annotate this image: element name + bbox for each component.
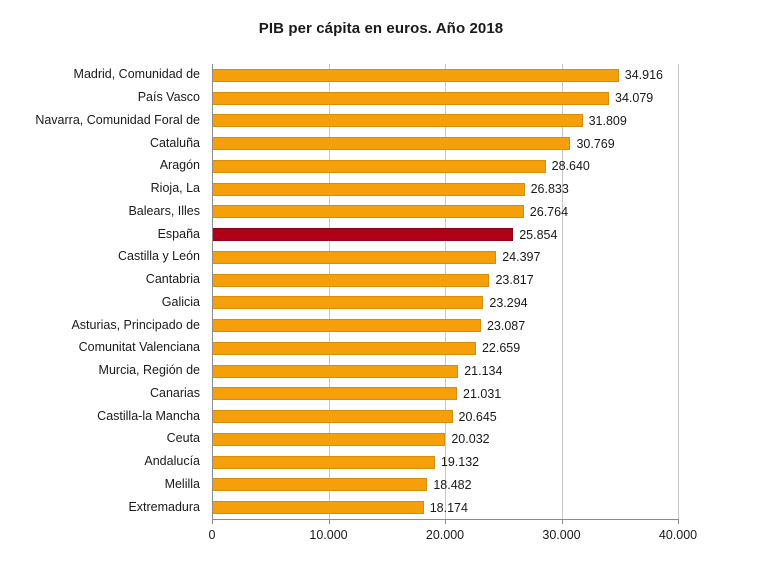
category-label: Balears, Illes bbox=[128, 203, 200, 218]
bar-row bbox=[212, 342, 678, 355]
bar-row bbox=[212, 114, 678, 127]
category-label: Galicia bbox=[161, 294, 200, 309]
category-label: Madrid, Comunidad de bbox=[73, 67, 200, 82]
bar-value-label: 19.132 bbox=[440, 455, 480, 470]
bar-value-label: 26.833 bbox=[530, 182, 569, 197]
category-label: Aragón bbox=[159, 158, 200, 173]
bar[interactable] bbox=[212, 296, 483, 309]
bar-value-label: 31.809 bbox=[588, 113, 627, 128]
bar[interactable] bbox=[212, 478, 427, 491]
bar-value-label: 23.087 bbox=[486, 318, 526, 333]
category-label: España bbox=[157, 226, 200, 241]
bar-value-label: 21.134 bbox=[464, 364, 503, 379]
x-axis-tick-label: 0 bbox=[208, 528, 216, 542]
y-axis-line bbox=[212, 64, 213, 520]
bar[interactable] bbox=[212, 114, 583, 127]
x-axis-tick-label: 40.000 bbox=[658, 528, 698, 542]
bar-value-label: 20.032 bbox=[451, 432, 490, 447]
bar-value-label: 34.079 bbox=[615, 91, 654, 106]
category-label: Extremadura bbox=[128, 499, 200, 514]
bar-value-label: 25.854 bbox=[519, 227, 558, 242]
bar-row bbox=[212, 183, 678, 196]
bar-value-label: 18.482 bbox=[433, 477, 472, 492]
bar-value-label: 22.659 bbox=[481, 341, 521, 356]
bar[interactable] bbox=[212, 69, 619, 82]
bar-value-label: 26.764 bbox=[529, 204, 569, 219]
bar-row bbox=[212, 501, 678, 514]
x-axis-tick bbox=[329, 519, 330, 524]
bar-value-label: 21.031 bbox=[463, 386, 502, 401]
bar-row bbox=[212, 274, 678, 287]
bar-row bbox=[212, 478, 678, 491]
category-label: Ceuta bbox=[166, 431, 200, 446]
gridline bbox=[678, 64, 679, 519]
bar[interactable] bbox=[212, 342, 476, 355]
gridline bbox=[329, 64, 330, 519]
x-axis-tick-label: 30.000 bbox=[542, 528, 581, 542]
bar-value-label: 28.640 bbox=[551, 159, 590, 174]
bar-row bbox=[212, 296, 678, 309]
category-label: Rioja, La bbox=[150, 181, 200, 196]
bar[interactable] bbox=[212, 365, 458, 378]
chart-title: PIB per cápita en euros. Año 2018 bbox=[258, 20, 504, 37]
category-label: Melilla bbox=[164, 476, 200, 491]
bar[interactable] bbox=[212, 456, 435, 469]
category-label: Navarra, Comunidad Foral de bbox=[35, 112, 200, 127]
bar-row bbox=[212, 69, 678, 82]
bar-value-label: 23.294 bbox=[489, 295, 528, 310]
bar-row bbox=[212, 387, 678, 400]
x-axis-tick bbox=[212, 519, 213, 524]
gridline bbox=[445, 64, 446, 519]
bar[interactable] bbox=[212, 137, 570, 150]
plot-area bbox=[212, 64, 678, 519]
category-label: Castilla-la Mancha bbox=[97, 408, 200, 423]
bar-row bbox=[212, 410, 678, 423]
category-label: Comunitat Valenciana bbox=[78, 340, 200, 355]
bar-value-label: 18.174 bbox=[429, 500, 468, 515]
bar[interactable] bbox=[212, 92, 609, 105]
bar-value-label: 23.817 bbox=[495, 273, 534, 288]
bar-row bbox=[212, 160, 678, 173]
x-axis-tick bbox=[678, 519, 679, 524]
category-label: Castilla y León bbox=[118, 249, 200, 264]
bar[interactable] bbox=[212, 319, 481, 332]
bar[interactable] bbox=[212, 274, 489, 287]
bar-value-label: 34.916 bbox=[624, 68, 663, 83]
bar-value-label: 20.645 bbox=[458, 409, 497, 424]
bar[interactable] bbox=[212, 160, 546, 173]
bar[interactable] bbox=[212, 228, 513, 241]
bar-row bbox=[212, 137, 678, 150]
category-label: Cantabria bbox=[145, 272, 200, 287]
bar-value-label: 30.769 bbox=[576, 136, 615, 151]
x-axis-tick bbox=[445, 519, 446, 524]
bar-row bbox=[212, 365, 678, 378]
bar[interactable] bbox=[212, 433, 445, 446]
bar[interactable] bbox=[212, 251, 496, 264]
x-axis-tick bbox=[562, 519, 563, 524]
category-label: Asturias, Principado de bbox=[71, 317, 200, 332]
bar[interactable] bbox=[212, 183, 525, 196]
bar[interactable] bbox=[212, 410, 453, 423]
x-axis-tick-label: 20.000 bbox=[425, 528, 465, 542]
x-axis-tick-label: 10.000 bbox=[309, 528, 348, 542]
category-label: Canarias bbox=[149, 385, 200, 400]
bar[interactable] bbox=[212, 387, 457, 400]
category-label: País Vasco bbox=[137, 90, 200, 105]
category-label: Cataluña bbox=[149, 135, 200, 150]
bar-row bbox=[212, 205, 678, 218]
bar-row bbox=[212, 251, 678, 264]
bar[interactable] bbox=[212, 205, 524, 218]
bar-row bbox=[212, 319, 678, 332]
bar-row bbox=[212, 228, 678, 241]
bar-row bbox=[212, 433, 678, 446]
gridline bbox=[562, 64, 563, 519]
y-axis-category-labels bbox=[0, 64, 206, 519]
bar[interactable] bbox=[212, 501, 424, 514]
bar-row bbox=[212, 456, 678, 469]
bar-value-label: 24.397 bbox=[502, 250, 541, 265]
category-label: Murcia, Región de bbox=[98, 363, 200, 378]
category-label: Andalucía bbox=[144, 454, 200, 469]
bar-row bbox=[212, 92, 678, 105]
